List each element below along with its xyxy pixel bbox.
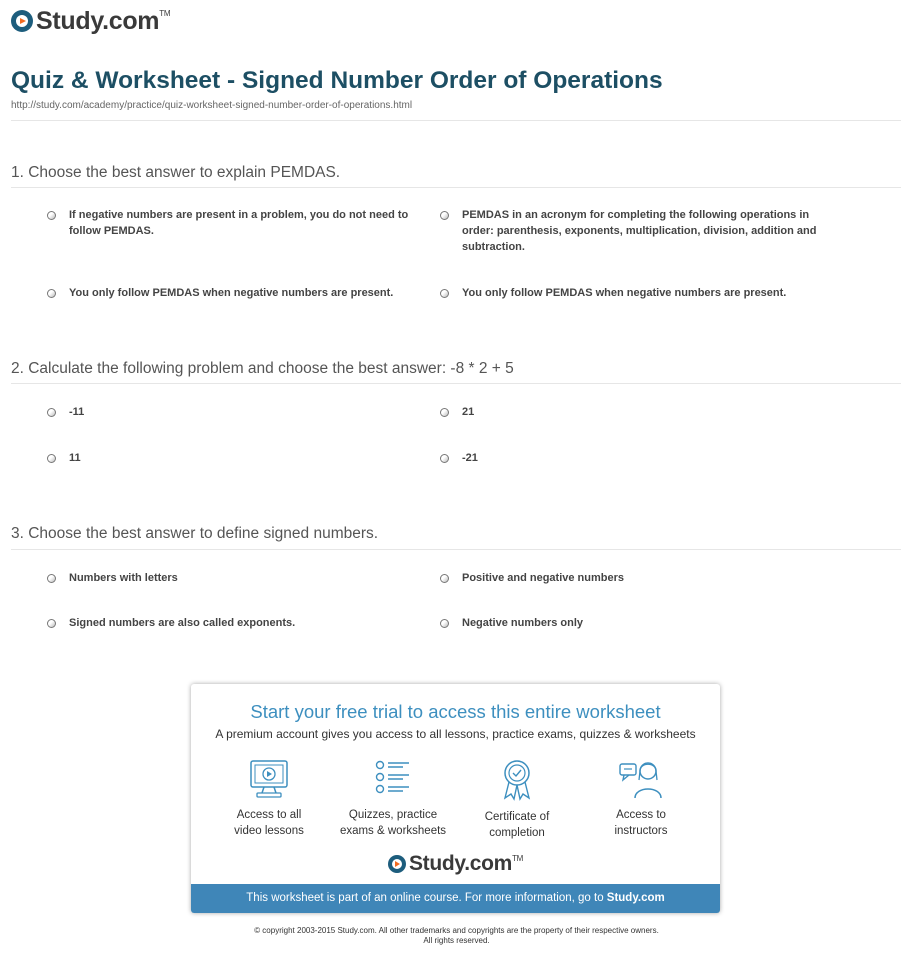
question-1-option-a[interactable] xyxy=(47,207,421,239)
instructor-icon xyxy=(617,758,665,800)
feature-label-line: Access to all xyxy=(236,809,302,821)
radio-button[interactable] xyxy=(440,211,449,220)
option-label: 21 xyxy=(462,406,475,418)
play-logo-icon xyxy=(388,855,406,873)
study-link[interactable]: Study.com xyxy=(606,892,665,904)
question-2-option-c[interactable] xyxy=(47,450,421,466)
radio-button[interactable] xyxy=(440,454,449,463)
radio-button[interactable] xyxy=(440,574,449,583)
radio-button[interactable] xyxy=(47,619,56,628)
study-logo[interactable] xyxy=(11,6,170,36)
feature-label-line: Certificate of xyxy=(484,811,550,823)
option-label: Negative numbers only xyxy=(462,617,584,629)
certificate-icon xyxy=(495,758,539,802)
radio-button[interactable] xyxy=(440,619,449,628)
page-url[interactable]: http://study.com/academy/practice/quiz-worksheet-signed-number-order-of-operations.html xyxy=(11,100,413,111)
promo-subtext: A premium account gives you access to all lessons, practice exams, quizzes & worksheets xyxy=(215,727,696,741)
question-1-divider xyxy=(11,187,901,188)
free-trial-promo[interactable] xyxy=(191,684,720,913)
feature-label-line: exams & worksheets xyxy=(339,825,447,837)
question-2-option-b[interactable] xyxy=(440,404,814,420)
option-label: -21 xyxy=(462,452,478,464)
question-3-option-a[interactable] xyxy=(47,570,421,586)
question-3-option-b[interactable] xyxy=(440,570,814,586)
option-label: -11 xyxy=(69,406,85,418)
feature-label-line: instructors xyxy=(614,825,668,837)
radio-button[interactable] xyxy=(47,289,56,298)
copyright-notice xyxy=(0,926,913,946)
radio-button[interactable] xyxy=(440,408,449,417)
question-3-option-c[interactable] xyxy=(47,615,421,631)
question-2-divider xyxy=(11,383,901,384)
question-1-option-b[interactable] xyxy=(440,207,824,255)
course-info-bar xyxy=(191,884,720,913)
page-title: Quiz & Worksheet - Signed Number Order of Operations xyxy=(11,67,663,94)
feature-certificate xyxy=(452,758,582,841)
header-divider xyxy=(11,120,901,121)
quiz-list-icon xyxy=(371,758,415,800)
video-lesson-icon xyxy=(247,758,291,800)
question-2-option-a[interactable] xyxy=(47,404,421,420)
feature-label-line: video lessons xyxy=(234,825,304,837)
option-label: If negative numbers are present in a problem, you do not need to follow PEMDAS. xyxy=(69,209,409,237)
promo-headline[interactable]: Start your free trial to access this entire worksheet xyxy=(250,701,661,722)
question-3-divider xyxy=(11,549,901,550)
feature-label xyxy=(328,807,458,839)
option-label: Positive and negative numbers xyxy=(462,572,624,584)
question-3-option-d[interactable] xyxy=(440,615,814,631)
feature-video-lessons xyxy=(204,758,334,839)
copyright-line: © copyright 2003-2015 Study.com. All other trademarks and copyrights are the property of their respective owners. xyxy=(254,926,659,935)
promo-logo-text: Study.com™ xyxy=(408,852,524,875)
radio-button[interactable] xyxy=(47,408,56,417)
radio-button[interactable] xyxy=(47,454,56,463)
play-logo-icon xyxy=(11,10,33,32)
question-1-option-d[interactable] xyxy=(440,285,824,301)
feature-label-line: completion xyxy=(489,827,545,839)
trademark-mark: TM xyxy=(159,8,171,18)
option-label: 11 xyxy=(69,452,81,464)
promo-study-logo[interactable] xyxy=(191,852,720,876)
feature-label xyxy=(204,807,334,839)
trademark-mark: TM xyxy=(512,854,524,863)
logo-text: Study.com™ xyxy=(36,6,171,35)
feature-label xyxy=(452,809,582,841)
question-3: 3. Choose the best answer to define signed numbers. xyxy=(11,525,379,542)
question-2: 2. Calculate the following problem and choose the best answer: -8 * 2 + 5 xyxy=(11,360,514,377)
radio-button[interactable] xyxy=(47,574,56,583)
feature-label-line: Quizzes, practice xyxy=(348,809,438,821)
question-1: 1. Choose the best answer to explain PEMDAS. xyxy=(11,164,341,181)
radio-button[interactable] xyxy=(47,211,56,220)
option-label: You only follow PEMDAS when negative numbers are present. xyxy=(462,287,787,299)
option-label: Numbers with letters xyxy=(69,572,178,584)
option-label: Signed numbers are also called exponents. xyxy=(69,617,296,629)
radio-button[interactable] xyxy=(440,289,449,298)
question-2-option-d[interactable] xyxy=(440,450,814,466)
feature-label xyxy=(576,807,706,839)
feature-label-line: Access to xyxy=(616,809,666,821)
option-label: PEMDAS in an acronym for completing the following operations in order: parenthesis, exponents, multiplication, division, addition and subtraction. xyxy=(462,209,817,253)
option-label: You only follow PEMDAS when negative numbers are present. xyxy=(69,287,394,299)
course-info-text: This worksheet is part of an online course. For more information, go to xyxy=(246,892,607,904)
copyright-line: All rights reserved. xyxy=(423,936,490,945)
feature-quizzes xyxy=(328,758,458,839)
feature-instructors xyxy=(576,758,706,839)
question-1-option-c[interactable] xyxy=(47,285,421,301)
